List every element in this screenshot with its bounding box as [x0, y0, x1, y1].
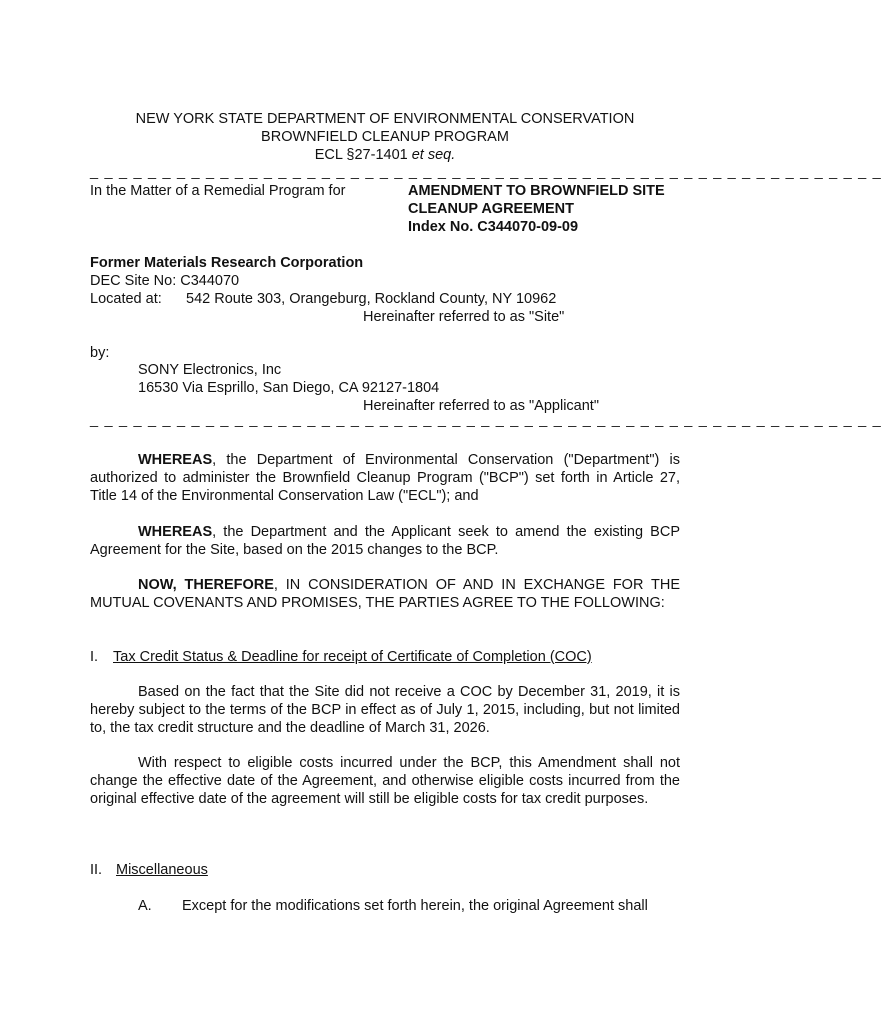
applicant-address: 16530 Via Esprillo, San Diego, CA 92127-1804 [138, 380, 440, 396]
section-2-heading: Miscellaneous [116, 862, 208, 878]
amendment-title-line1: AMENDMENT TO BROWNFIELD SITE [408, 183, 665, 199]
section-1-heading: Tax Credit Status & Deadline for receipt of Certificate of Completion (COC) [113, 649, 592, 665]
section-1-number: I. [90, 649, 99, 665]
site-address: 542 Route 303, Orangeburg, Rockland County, NY 10962 [186, 291, 557, 307]
item-a-label: A. [138, 898, 152, 914]
whereas-text-1: , the Department of Environmental Conservation ("Department") is authorized to administer the Brownfield Cleanup Program ("BCP") set forth in Article 27, Title 14 of the Environmental Conservation Law ("ECL"); and [90, 452, 680, 505]
applicant-name: SONY Electronics, Inc [138, 362, 282, 378]
section-2-number: II. [90, 862, 103, 878]
item-a-text: Except for the modifications set forth herein, the original Agreement shall [182, 898, 648, 914]
applicant-referred: Hereinafter referred to as "Applicant" [363, 398, 599, 414]
index-number: Index No. C344070-09-09 [408, 219, 579, 235]
now-therefore-paragraph [90, 576, 680, 612]
whereas-text-2: , the Department and the Applicant seek to amend the existing BCP Agreement for the Site, based on the 2015 changes to the BCP. [90, 524, 680, 559]
section-1-paragraph-2 [90, 754, 680, 809]
section-1-paragraph-1 [90, 683, 680, 738]
statute-citation-italic: et seq. [411, 147, 456, 163]
now-therefore-text: , IN CONSIDERATION OF AND IN EXCHANGE FOR THE MUTUAL COVENANTS AND PROMISES, THE PARTIES AGREE TO THE FOLLOWING: [90, 577, 680, 612]
separator-top: _ _ _ _ _ _ _ _ _ _ _ _ _ _ _ _ _ _ _ _ _ _ _ _ _ _ _ _ _ _ _ _ _ _ _ _ _ _ _ _ _ _ _ _ _ _ _ _ _ _ _ _ _ _ _ [90, 164, 882, 180]
separator-bottom: _ _ _ _ _ _ _ _ _ _ _ _ _ _ _ _ _ _ _ _ _ _ _ _ _ _ _ _ _ _ _ _ _ _ _ _ _ _ _ _ _ _ _ _ _ _ _ _ _ _ _ _ _ _ _ [90, 412, 882, 428]
whereas-lead-2: WHEREAS [138, 524, 213, 540]
section-1-paragraph-2-text: With respect to eligible costs incurred under the BCP, this Amendment shall not change the effective date of the Agreement, and otherwise eligible costs incurred from the original effective date of the agreement will still be eligible costs for tax credit purposes. [90, 755, 680, 808]
statute-citation-text: ECL §27-1401 [314, 147, 412, 163]
statute-citation [0, 147, 770, 163]
matter-text: In the Matter of a Remedial Program for [90, 183, 346, 199]
whereas-paragraph-2 [90, 523, 680, 559]
site-referred: Hereinafter referred to as "Site" [363, 309, 565, 325]
amendment-title-line2: CLEANUP AGREEMENT [408, 201, 574, 217]
site-name: Former Materials Research Corporation [90, 255, 364, 271]
located-at-label: Located at: [90, 291, 162, 307]
now-therefore-lead: NOW, THEREFORE [138, 577, 274, 593]
agency-title: NEW YORK STATE DEPARTMENT OF ENVIRONMENTAL CONSERVATION [135, 111, 635, 127]
whereas-paragraph-1 [90, 451, 680, 506]
whereas-lead-1: WHEREAS [138, 452, 213, 468]
section-1-paragraph-1-text: Based on the fact that the Site did not receive a COC by December 31, 2019, it is hereby subject to the terms of the BCP in effect as of July 1, 2015, including, but not limited to, the tax credit structure and the deadline of March 31, 2026. [90, 684, 680, 737]
program-title: BROWNFIELD CLEANUP PROGRAM [261, 129, 509, 145]
dec-site-number: DEC Site No: C344070 [90, 273, 240, 289]
by-label: by: [90, 345, 110, 361]
